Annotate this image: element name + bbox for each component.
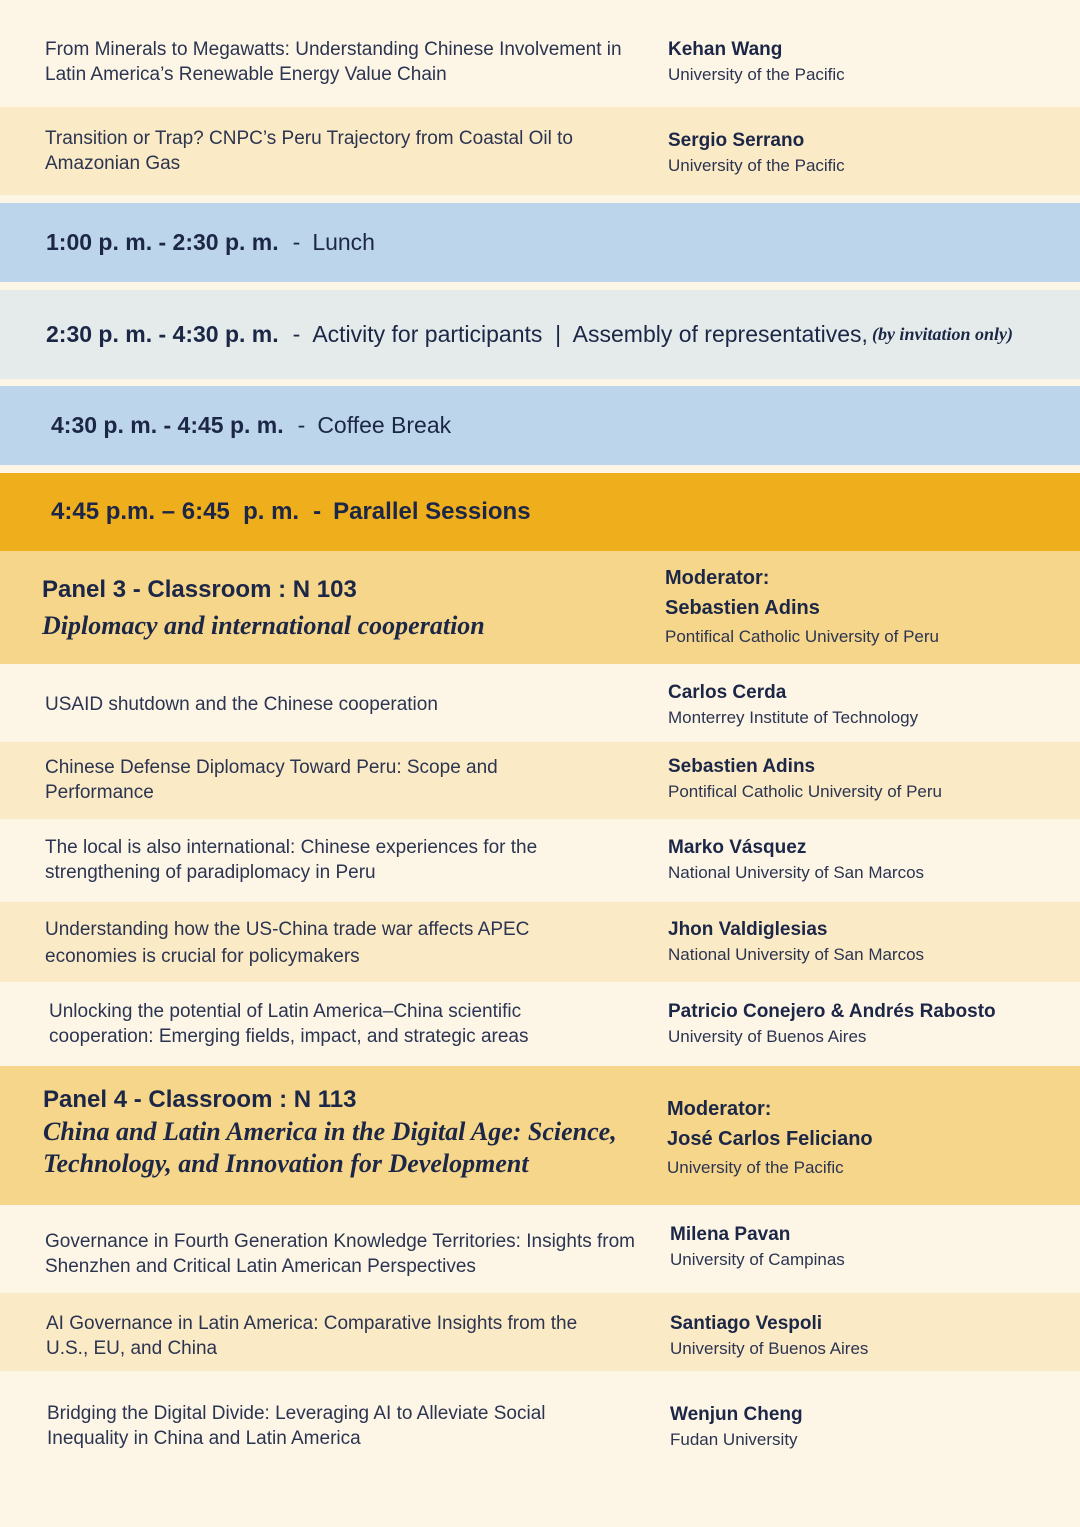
panel-moderator [665, 563, 1075, 651]
schedule-label: Activity for participants | Assembly of representatives, [312, 321, 868, 347]
speaker-affiliation: University of Buenos Aires [668, 1027, 867, 1046]
speaker-affiliation: National University of San Marcos [668, 863, 925, 882]
panel-heading [42, 574, 485, 642]
panel-title: Panel 4 - Classroom : N 113 [43, 1086, 357, 1113]
panel-4-header [0, 1066, 1080, 1205]
talk-speaker [668, 835, 1068, 885]
schedule-time: 2:30 p. m. - 4:30 p. m. [46, 321, 279, 347]
schedule-label: Lunch [312, 229, 375, 255]
talk-speaker [668, 999, 1068, 1049]
talk-speaker [670, 1402, 1070, 1452]
schedule-label: Coffee Break [317, 412, 452, 438]
speaker-name: Wenjun Cheng [670, 1404, 803, 1425]
speaker-name: Marko Vásquez [668, 837, 807, 858]
moderator-name: Sebastien Adins [665, 597, 820, 619]
moderator-label: Moderator: [665, 567, 770, 589]
talk-row [0, 664, 1080, 742]
talk-title: From Minerals to Megawatts: Understanding Chinese Involvement in Latin America’s Renewable Energy Value Chain [45, 39, 622, 85]
talk-speaker [668, 128, 1068, 178]
speaker-affiliation: Monterrey Institute of Technology [668, 708, 919, 727]
speaker-name: Sergio Serrano [668, 130, 805, 151]
panel-subtitle: China and Latin America in the Digital Age: Science, Technology, and Innovation for Development [43, 1117, 617, 1178]
panel-3-header [0, 551, 1080, 664]
panel-heading [43, 1084, 633, 1180]
talk-row [0, 902, 1080, 982]
speaker-name: Carlos Cerda [668, 682, 787, 703]
talk-row [0, 1371, 1080, 1527]
talk-speaker [668, 754, 1068, 804]
talk-title: Transition or Trap? CNPC’s Peru Trajectory from Coastal Oil to Amazonian Gas [45, 128, 573, 174]
schedule-lunch [0, 203, 1080, 282]
talk-title: Unlocking the potential of Latin America–China scientific cooperation: Emerging fields, impact, and strategic areas [49, 1001, 529, 1047]
speaker-affiliation: University of Buenos Aires [670, 1339, 869, 1358]
speaker-affiliation: University of the Pacific [668, 156, 845, 175]
talk-row [0, 982, 1080, 1066]
speaker-affiliation: University of Campinas [670, 1250, 845, 1269]
speaker-name: Kehan Wang [668, 39, 783, 60]
moderator-name: José Carlos Feliciano [667, 1128, 873, 1150]
speaker-name: Santiago Vespoli [670, 1313, 823, 1334]
schedule-separator: - [313, 498, 322, 525]
speaker-affiliation: National University of San Marcos [668, 945, 925, 964]
talk-title: The local is also international: Chinese experiences for the strengthening of paradiplomacy in Peru [45, 837, 538, 883]
moderator-affiliation: Pontifical Catholic University of Peru [665, 627, 940, 646]
talk-title: Chinese Defense Diplomacy Toward Peru: Scope and Performance [45, 757, 498, 803]
schedule-time: 1:00 p. m. - 2:30 p. m. [46, 229, 279, 255]
panel-title: Panel 3 - Classroom : N 103 [42, 576, 357, 603]
talk-title: Understanding how the US-China trade war affects APEC economies is crucial for policymakers [45, 919, 530, 967]
talk-row [0, 0, 1080, 107]
schedule-separator: - [292, 321, 301, 347]
talk-row [0, 742, 1080, 819]
talk-title: AI Governance in Latin America: Comparative Insights from the U.S., EU, and China [46, 1313, 578, 1359]
talk-row [0, 107, 1080, 195]
talk-speaker [668, 680, 1068, 730]
schedule-note: (by invitation only) [871, 324, 1013, 344]
speaker-name: Patricio Conejero & Andrés Rabosto [668, 1001, 996, 1022]
panel-moderator [667, 1094, 1077, 1182]
talk-title: Governance in Fourth Generation Knowledge Territories: Insights from Shenzhen and Critical Latin American Perspectives [45, 1231, 636, 1277]
talk-title: Bridging the Digital Divide: Leveraging AI to Alleviate Social Inequality in China and Latin America [47, 1403, 546, 1449]
panel-subtitle: Diplomacy and international cooperation [42, 611, 485, 640]
talk-row [0, 1205, 1080, 1293]
schedule-coffee [0, 386, 1080, 465]
talk-speaker [670, 1311, 1070, 1361]
speaker-affiliation: Pontifical Catholic University of Peru [668, 782, 943, 801]
schedule-separator: - [297, 412, 306, 438]
schedule-parallel [0, 473, 1080, 551]
schedule-label: Parallel Sessions [333, 498, 531, 525]
speaker-name: Sebastien Adins [668, 756, 816, 777]
moderator-affiliation: University of the Pacific [667, 1158, 844, 1177]
schedule-time: 4:45 p.m. – 6:45 p. m. [51, 498, 300, 525]
talk-speaker [668, 917, 1068, 967]
moderator-label: Moderator: [667, 1098, 772, 1120]
schedule-time: 4:30 p. m. - 4:45 p. m. [51, 412, 284, 438]
talk-speaker [670, 1222, 1070, 1272]
speaker-affiliation: Fudan University [670, 1430, 798, 1449]
talk-row [0, 1293, 1080, 1371]
talk-speaker [668, 37, 1068, 87]
talk-row [0, 819, 1080, 902]
speaker-affiliation: University of the Pacific [668, 65, 845, 84]
speaker-name: Jhon Valdiglesias [668, 919, 828, 940]
speaker-name: Milena Pavan [670, 1224, 791, 1245]
schedule-activity [0, 290, 1080, 379]
schedule-separator: - [292, 229, 301, 255]
talk-title: USAID shutdown and the Chinese cooperation [45, 694, 438, 715]
